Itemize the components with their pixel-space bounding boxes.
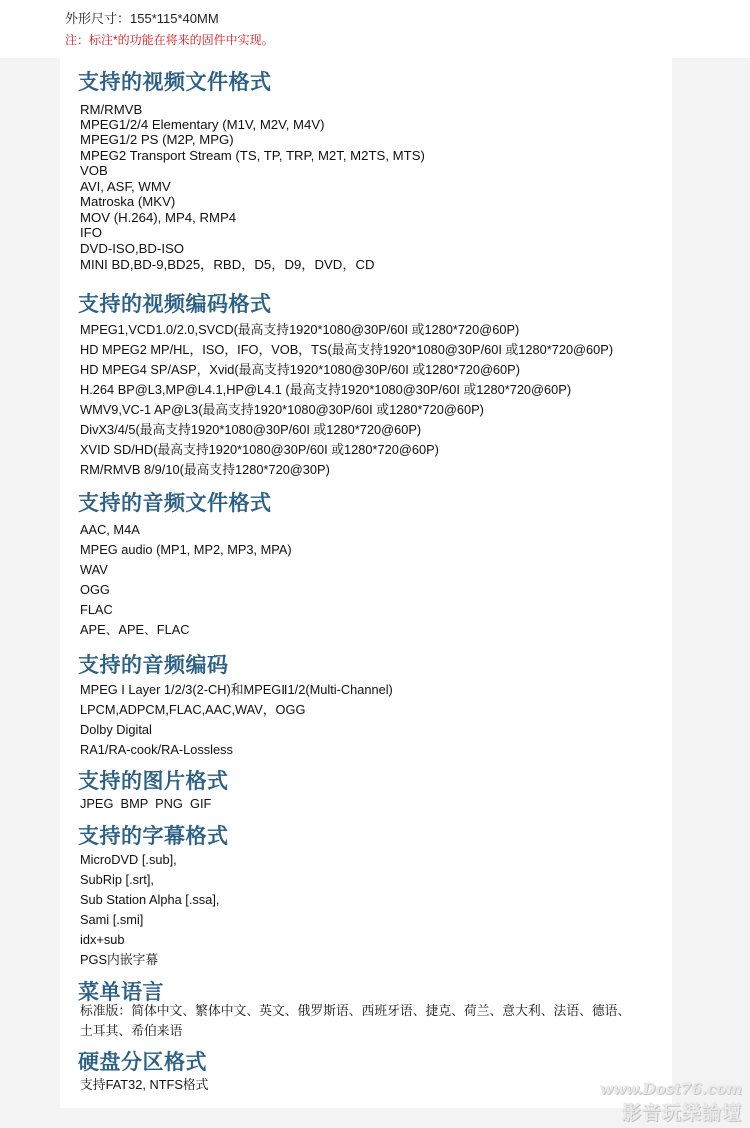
list-item: WMV9,VC-1 AP@L3(最高支持1920*1080@30P/60I 或1280*720@60P) [80, 402, 484, 417]
list-item: AAC, M4A [80, 522, 140, 537]
list-item: HD MPEG2 MP/HL，ISO，IFO，VOB，TS(最高支持1920*1080@30P/60I 或1280*720@60P) [80, 342, 614, 357]
section-title-video-codec: 支持的视频编码格式 [78, 293, 272, 316]
list-item: Sub Station Alpha [.ssa], [80, 892, 220, 907]
list-item: 支持FAT32, NTFS格式 [80, 1077, 209, 1092]
list-item: AVI, ASF, WMV [80, 179, 171, 194]
list-item: DVD-ISO,BD-ISO [80, 241, 185, 256]
section-title-video-file: 支持的视频文件格式 [78, 71, 272, 94]
forum-watermark [588, 1080, 748, 1124]
list-item: PGS内嵌字幕 [80, 952, 159, 967]
list-item: Sami [.smi] [80, 912, 144, 927]
section-title-menu-language: 菜单语言 [78, 981, 164, 1004]
list-item: MicroDVD [.sub], [80, 852, 177, 867]
list-item: XVID SD/HD(最高支持1920*1080@30P/60I 或1280*720@60P) [80, 442, 439, 457]
list-item: IFO [80, 225, 102, 240]
list-item: 标准版：简体中文、繁体中文、英文、俄罗斯语、西班牙语、捷克、荷兰、意大利、法语、德语、 [80, 1003, 631, 1018]
list-item: VOB [80, 163, 108, 178]
list-item: 土耳其、希伯来语 [80, 1023, 183, 1038]
list-item: RA1/RA-cook/RA-Lossless [80, 742, 233, 757]
list-item: RM/RMVB 8/9/10(最高支持1280*720@30P) [80, 462, 330, 477]
watermark-url: www.Dost76.com [600, 1080, 742, 1098]
section-title-audio-file: 支持的音频文件格式 [78, 492, 272, 515]
list-item: FLAC [80, 602, 113, 617]
list-item: MPEG1/2 PS (M2P, MPG) [80, 132, 234, 147]
section-title-subtitle: 支持的字幕格式 [78, 825, 229, 848]
list-item: DivX3/4/5(最高支持1920*1080@30P/60I 或1280*720@60P) [80, 422, 422, 437]
list-item: SubRip [.srt], [80, 872, 154, 887]
section-title-audio-codec: 支持的音频编码 [78, 654, 229, 677]
list-item: MPEG2 Transport Stream (TS, TP, TRP, M2T, M2TS, MTS) [80, 148, 425, 163]
firmware-note: 注：标注*的功能在将来的固件中实现。 [65, 33, 274, 47]
list-item: MPEG1/2/4 Elementary (M1V, M2V, M4V) [80, 117, 325, 132]
list-item: Matroska (MKV) [80, 194, 176, 209]
list-item: MPEG1,VCD1.0/2.0,SVCD(最高支持1920*1080@30P/60I 或1280*720@60P) [80, 322, 520, 337]
section-title-partition: 硬盘分区格式 [78, 1051, 207, 1074]
list-item: WAV [80, 562, 108, 577]
list-item: JPEG BMP PNG GIF [80, 796, 212, 811]
list-item: HD MPEG4 SP/ASP，Xvid(最高支持1920*1080@30P/60I 或1280*720@60P) [80, 362, 520, 377]
list-item: APE、APE、FLAC [80, 622, 190, 637]
section-title-image: 支持的图片格式 [78, 770, 229, 793]
list-item: RM/RMVB [80, 102, 143, 117]
list-item: MPEG I Layer 1/2/3(2-CH)和MPEGⅡ1/2(Multi-Channel) [80, 682, 393, 697]
list-item: MPEG audio (MP1, MP2, MP3, MPA) [80, 542, 292, 557]
list-item: Dolby Digital [80, 722, 152, 737]
dimensions-text: 外形尺寸：155*115*40MM [65, 11, 219, 26]
list-item: idx+sub [80, 932, 125, 947]
list-item: MINI BD,BD-9,BD25，RBD，D5，D9，DVD，CD [80, 257, 375, 272]
list-item: H.264 BP@L3,MP@L4.1,HP@L4.1 (最高支持1920*1080@30P/60I 或1280*720@60P) [80, 382, 572, 397]
list-item: MOV (H.264), MP4, RMP4 [80, 210, 237, 225]
list-item: LPCM,ADPCM,FLAC,AAC,WAV，OGG [80, 702, 306, 717]
list-item: OGG [80, 582, 110, 597]
watermark-name: 影音玩樂論壇 [621, 1103, 742, 1124]
